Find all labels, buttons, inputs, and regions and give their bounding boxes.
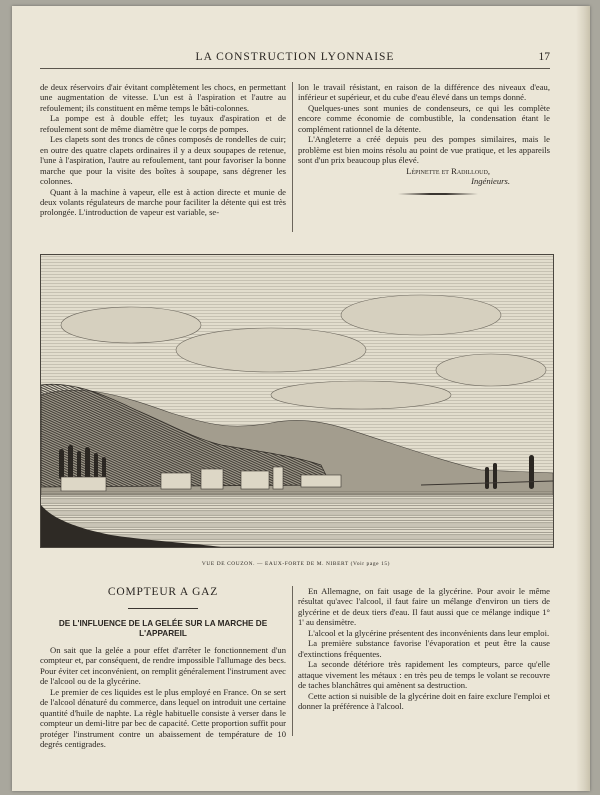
title-rule — [128, 608, 198, 609]
signature-authors: Lépinette et Radilloud, — [406, 165, 490, 176]
paragraph: La seconde détériore très rapidement les compteurs, parce qu'elle attaque vivement les métaux : en très peu de temps le volant se recouvre de taches blanchâtres qui amènent sa destruction. — [298, 659, 550, 691]
paragraph: La première substance favorise l'évaporation et peut être la cause d'extinctions fréquentes. — [298, 638, 550, 659]
top-left-column — [40, 82, 286, 218]
paragraph: Les clapets sont des troncs de cônes composés de rondelles de cuir; en outre des quatre clapets ordinaires il y a deux soupapes de retenue, l'une à l'aspiration, l'autre au refoulement, tant pour favoriser la bonne marche que pour la visite des boîtes à soupape, sans dégrener les colonnes. — [40, 134, 286, 187]
article-subtitle: DE L'INFLUENCE DE LA GELÉE SUR LA MARCHE DE L'APPAREIL — [58, 619, 268, 638]
newspaper-page — [12, 6, 590, 791]
engraving-drawing — [41, 255, 553, 547]
paragraph: En Allemagne, on fait usage de la glycérine. Pour avoir le même résultat qu'avec l'alcool, il faut faire un mélange d'environ un tiers de glycérine et de deux tiers d'eau. Il faut aussi que ce mélange indique 1° 1' au densimètre. — [298, 586, 550, 628]
paragraph: Quelques-unes sont munies de condenseurs, ce qui les complète encore comme économie de combustible, la condensation étant le complément rationnel de la détente. — [298, 102, 550, 134]
paragraph: On sait que la gelée a pour effet d'arrêter le fonctionnement d'un compteur et, par conséquent, de rendre impossible l'allumage des becs. Pour éviter cet inconvénient, on remplit généralement l'instrument avec de l'alcool ou de la glycérine. — [40, 645, 286, 687]
article-title: COMPTEUR A GAZ — [107, 586, 219, 598]
end-of-article-rule — [398, 193, 478, 195]
paragraph: Le premier de ces liquides est le plus employé en France. On se sert de l'alcool dénaturé du commerce, dans lequel on introduit une certaine quantité d'huile de naphte. La règle habituelle consiste à verser dans le compteur un demi-litre par bec de capacité. Cette proportion suffit pour protéger l'instrument contre un abaissement de température de 10 degrés centigrades. — [40, 686, 286, 750]
article-left-column — [40, 586, 286, 750]
paragraph: L'alcool et la glycérine présentent des inconvénients dans leur emploi. — [308, 627, 550, 638]
illustration-caption: VUE DE COUZON. — EAUX-FORTE DE M. NIBERT (Voir page 15) — [201, 561, 391, 567]
paragraph: lon le travail résistant, en raison de la différence des niveaux d'eau, inférieur et supérieur, et du cube d'eau élevé dans un temps donné. — [298, 82, 550, 103]
paragraph: La pompe est à double effet; les tuyaux d'aspiration et de refoulement sont de même diamètre que le corps de pompes. — [40, 113, 286, 134]
page-header — [40, 50, 550, 69]
column-divider-bottom — [292, 586, 293, 736]
engraving-illustration — [40, 254, 554, 548]
running-title: LA CONSTRUCTION LYONNAISE — [195, 51, 395, 63]
article-right-column — [298, 586, 550, 711]
page-number: 17 — [538, 51, 550, 63]
paragraph: L'Angleterre a créé depuis peu des pompes similaires, mais le problème est bien moins résolu au point de vue pratique, et les appareils sont d'un prix beaucoup plus élevé. — [298, 134, 550, 166]
top-right-column — [298, 82, 550, 195]
signature-role: Ingénieurs. — [471, 176, 510, 187]
paragraph: Cette action si nuisible de la glycérine doit en faire exclure l'emploi et donner la préférence à l'alcool. — [298, 690, 550, 711]
paragraph: Quant à la machine à vapeur, elle est à action directe et munie de deux volants régulateurs de marche pour faciliter la détente qui est très prolongée. L'introduction de vapeur est variable, se- — [40, 186, 286, 218]
column-divider-top — [292, 82, 293, 232]
page-spine-shadow — [576, 6, 590, 791]
paragraph: de deux réservoirs d'air évitant complètement les chocs, en permettant une augmentation de vitesse. L'un est à l'aspiration et l'autre au refoulement; ils constituent en même temps le bâti-colonnes. — [40, 82, 286, 113]
